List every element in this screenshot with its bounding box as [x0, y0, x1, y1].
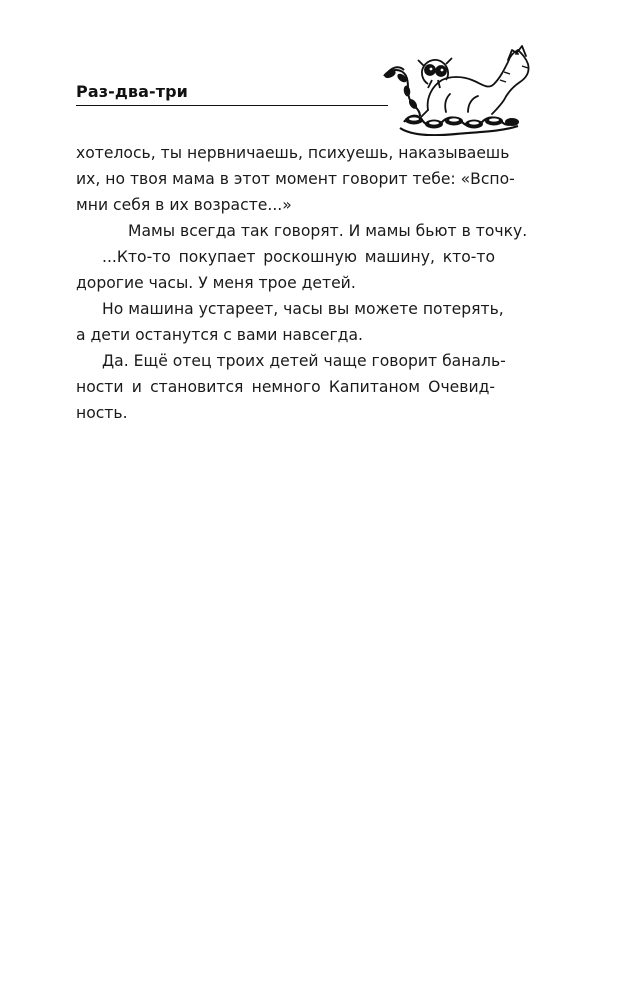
- body-text: [76, 140, 528, 426]
- paragraph-4: [76, 296, 504, 348]
- text-line: их, но твоя мама в этот момент говорит тебе: «Вспо-: [76, 170, 515, 188]
- text-line: Мамы всегда так говорят. И мамы бьют в точку.: [128, 222, 528, 240]
- text-line: хотелось, ты нервничаешь, психуешь, наказываешь: [76, 144, 510, 162]
- text-line: ность.: [76, 404, 128, 422]
- text-line: Но машина устареет, часы вы можете потерять,: [102, 300, 504, 318]
- text-line: мни себя в их возрасте...»: [76, 196, 292, 214]
- text-line: дорогие часы. У меня трое детей.: [76, 274, 356, 292]
- paragraph-5: [76, 348, 506, 426]
- running-head-title: Раз-два-три: [76, 82, 188, 101]
- header-rule: [76, 105, 388, 106]
- paragraph-1: [76, 140, 515, 218]
- text-line: а дети останутся с вами навсегда.: [76, 326, 363, 344]
- text-line: ...Кто-то покупает роскошную машину, кто-то: [102, 248, 495, 266]
- text-line: Да. Ещё отец троих детей чаще говорит баналь-: [102, 352, 506, 370]
- paragraph-3: [76, 244, 495, 296]
- cat-on-sausage-illustration: [376, 44, 536, 136]
- paragraph-2: [76, 218, 528, 244]
- text-line: ности и становится немного Капитаном Очевид-: [76, 378, 495, 396]
